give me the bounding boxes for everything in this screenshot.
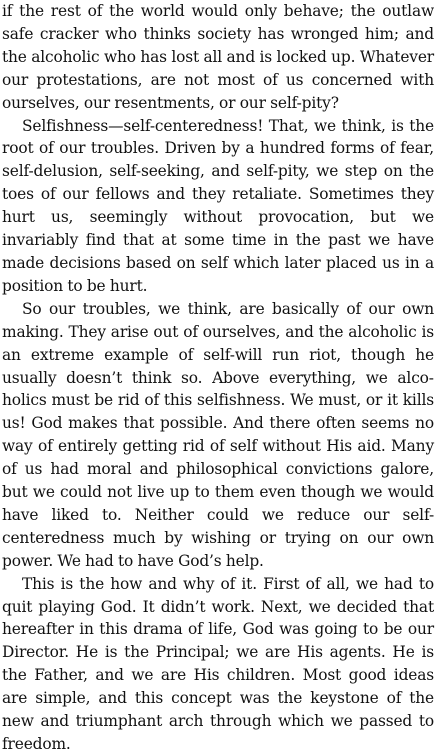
paragraph-continued: if the rest of the world would only behave; the outlaw safe cracker who thinks society has wronged him; and the alcoholic who has lost all and is locked up. Whatever our protestations, are not most of us concerned with ourselves, our resentments, or our self-pity? (2, 2, 434, 112)
paragraph-our-troubles: So our troubles, we think, are basically of our own making. They arise out of ourselves, and the alcoholic is an extreme example of self-will run riot, though he usually doesn’t think so. Above everything, we alcoholics must be rid of this selfishness. We must, or it kills us! God makes that possible. And there often seems no way of entirely getting rid of self without His aid. Many of us had moral and philosophical convictions galore, but we could not live up to them even though we would have liked to. Neither could we reduce our self-centeredness much by wishing or trying on our own power. We had to have God’s help. (2, 299, 434, 570)
paragraph-how-and-why: This is the how and why of it. First of all, we had to quit playing God. It didn’t work. Next, we decided that hereafter in this drama of life, God was going to be our Director. He is the Principal; we are His agents. He is the Father, and we are His children. Most good ideas are simple, and this concept was the keystone of the new and triumphant arch through which we passed to freedom. (2, 574, 434, 753)
book-page (2, 0, 434, 756)
paragraph-selfishness: Selfishness—self-centeredness! That, we think, is the root of our troubles. Driven by a hundred forms of fear, self-delusion, self-seeking, and self-pity, we step on the toes of our fellows and they retaliate. Sometimes they hurt us, seemingly without provocation, but we invariably find that at some time in the past we have made decisions based on self which later placed us in a position to be hurt. (2, 116, 434, 295)
